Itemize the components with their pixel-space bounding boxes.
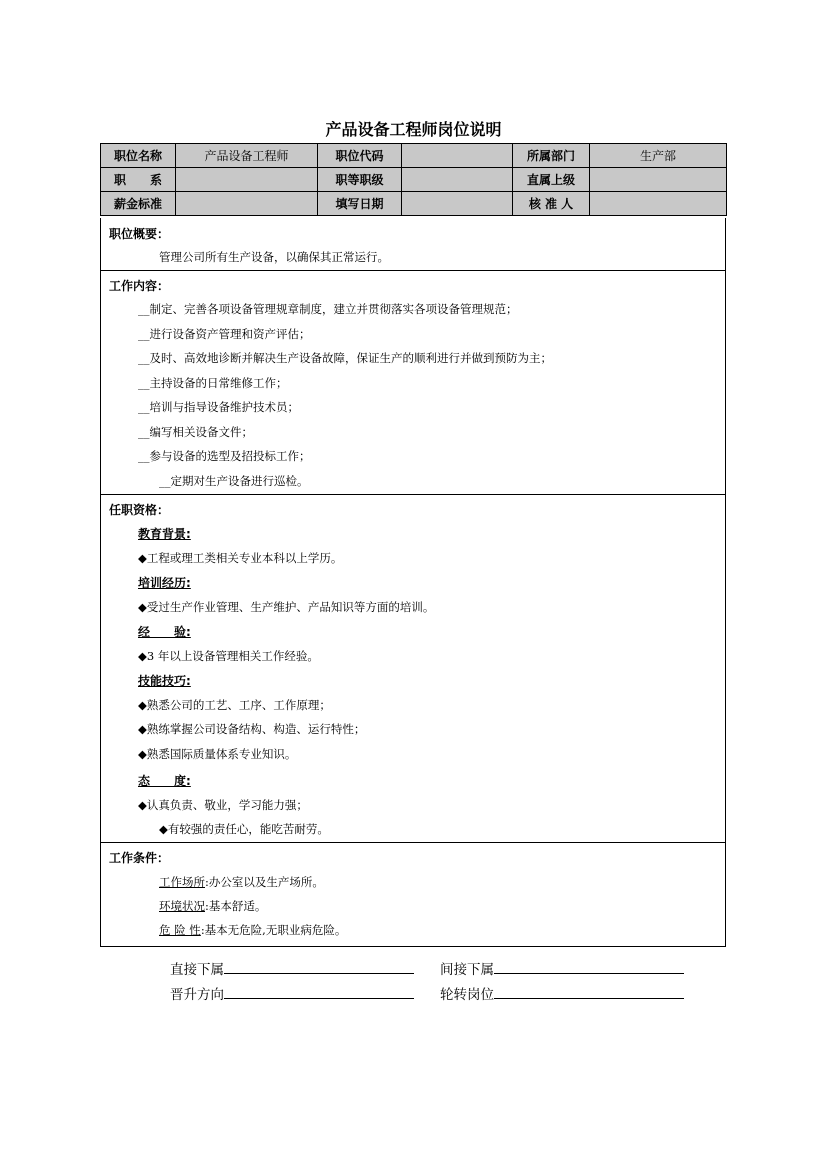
environment-value: :基本舒适。 <box>205 899 267 913</box>
overview-text: 管理公司所有生产设备，以确保其正常运行。 <box>159 250 389 264</box>
label-approver: 核 准 人 <box>513 192 590 216</box>
label-job-family: 职 系 <box>101 168 176 192</box>
header-table <box>100 143 727 216</box>
work-item: __参与设备的选型及招投标工作； <box>138 449 311 463</box>
header-row-3 <box>101 192 727 216</box>
label-fill-date: 填写日期 <box>318 192 402 216</box>
direct-reports <box>170 958 414 978</box>
value-supervisor <box>590 168 727 192</box>
education-text: ◆工程或理工类相关专业本科以上学历。 <box>138 551 343 565</box>
promotion-path-label: 晋升方向 <box>170 987 224 1003</box>
work-item: __进行设备资产管理和资产评估； <box>138 327 311 341</box>
experience-text: ◆3 年以上设备管理相关工作经验。 <box>138 649 319 663</box>
work-place-value: :办公室以及生产场所。 <box>205 875 324 889</box>
skill-item: ◆熟悉公司的工艺、工序、工作原理； <box>138 698 331 712</box>
label-salary: 薪金标准 <box>101 192 176 216</box>
header-row-2 <box>101 168 727 192</box>
conditions-section <box>100 842 726 947</box>
direct-reports-label: 直接下属 <box>170 962 224 978</box>
attitude-item: ◆认真负责、敬业，学习能力强； <box>138 798 308 812</box>
training-text: ◆受过生产作业管理、生产维护、产品知识等方面的培训。 <box>138 600 435 614</box>
risk-line <box>159 922 346 938</box>
work-item: __及时、高效地诊断并解决生产设备故障，保证生产的顺利进行并做到预防为主； <box>138 351 552 365</box>
qualification-section <box>100 494 726 843</box>
qualification-title: 任职资格： <box>109 503 170 517</box>
label-department: 所属部门 <box>513 144 590 168</box>
value-fill-date <box>402 192 513 216</box>
indirect-reports <box>440 958 684 978</box>
work-title: 工作内容： <box>109 279 170 293</box>
work-item: __制定、完善各项设备管理规章制度，建立并贯彻落实各项设备管理规范； <box>138 302 518 316</box>
label-position-name: 职位名称 <box>101 144 176 168</box>
environment-line <box>159 898 266 914</box>
work-item: __主持设备的日常维修工作； <box>138 376 288 390</box>
rotation-post-blank <box>494 984 684 999</box>
value-job-family <box>176 168 318 192</box>
risk-label: 危 险 性 <box>159 923 201 937</box>
value-position-name: 产品设备工程师 <box>176 144 318 168</box>
value-department: 生产部 <box>590 144 727 168</box>
page-title: 产品设备工程师岗位说明 <box>325 120 502 139</box>
direct-reports-blank <box>224 959 414 974</box>
attitude-heading: 态 度: <box>138 774 191 788</box>
training-heading: 培训经历: <box>138 576 191 590</box>
skills-heading: 技能技巧: <box>138 674 191 688</box>
risk-value: :基本无危险,无职业病危险。 <box>200 923 347 937</box>
label-position-code: 职位代码 <box>318 144 402 168</box>
value-grade <box>402 168 513 192</box>
promotion-path <box>170 983 414 1003</box>
value-salary <box>176 192 318 216</box>
attitude-item: ◆有较强的责任心，能吃苦耐劳。 <box>159 822 329 836</box>
indirect-reports-label: 间接下属 <box>440 962 494 978</box>
skill-item: ◆熟练掌握公司设备结构、构造、运行特性； <box>138 722 366 736</box>
skill-item: ◆熟悉国际质量体系专业知识。 <box>138 747 297 761</box>
label-supervisor: 直属上级 <box>513 168 590 192</box>
work-place-label: 工作场所 <box>159 875 205 889</box>
value-position-code <box>402 144 513 168</box>
header-row-1 <box>101 144 727 168</box>
rotation-post <box>440 983 684 1003</box>
promotion-path-blank <box>224 984 414 999</box>
label-grade: 职等职级 <box>318 168 402 192</box>
overview-title: 职位概要： <box>109 227 170 241</box>
value-approver <box>590 192 727 216</box>
rotation-post-label: 轮转岗位 <box>440 987 494 1003</box>
work-item: __编写相关设备文件； <box>138 425 253 439</box>
environment-label: 环境状况 <box>159 899 205 913</box>
conditions-title: 工作条件： <box>109 851 170 865</box>
work-section <box>100 270 726 495</box>
experience-heading: 经 验: <box>138 625 191 639</box>
work-place-line <box>159 874 324 890</box>
work-item: __培训与指导设备维护技术员； <box>138 400 299 414</box>
overview-section <box>100 218 726 271</box>
work-item: __定期对生产设备进行巡检。 <box>159 474 309 488</box>
education-heading: 教育背景: <box>138 527 191 541</box>
indirect-reports-blank <box>494 959 684 974</box>
